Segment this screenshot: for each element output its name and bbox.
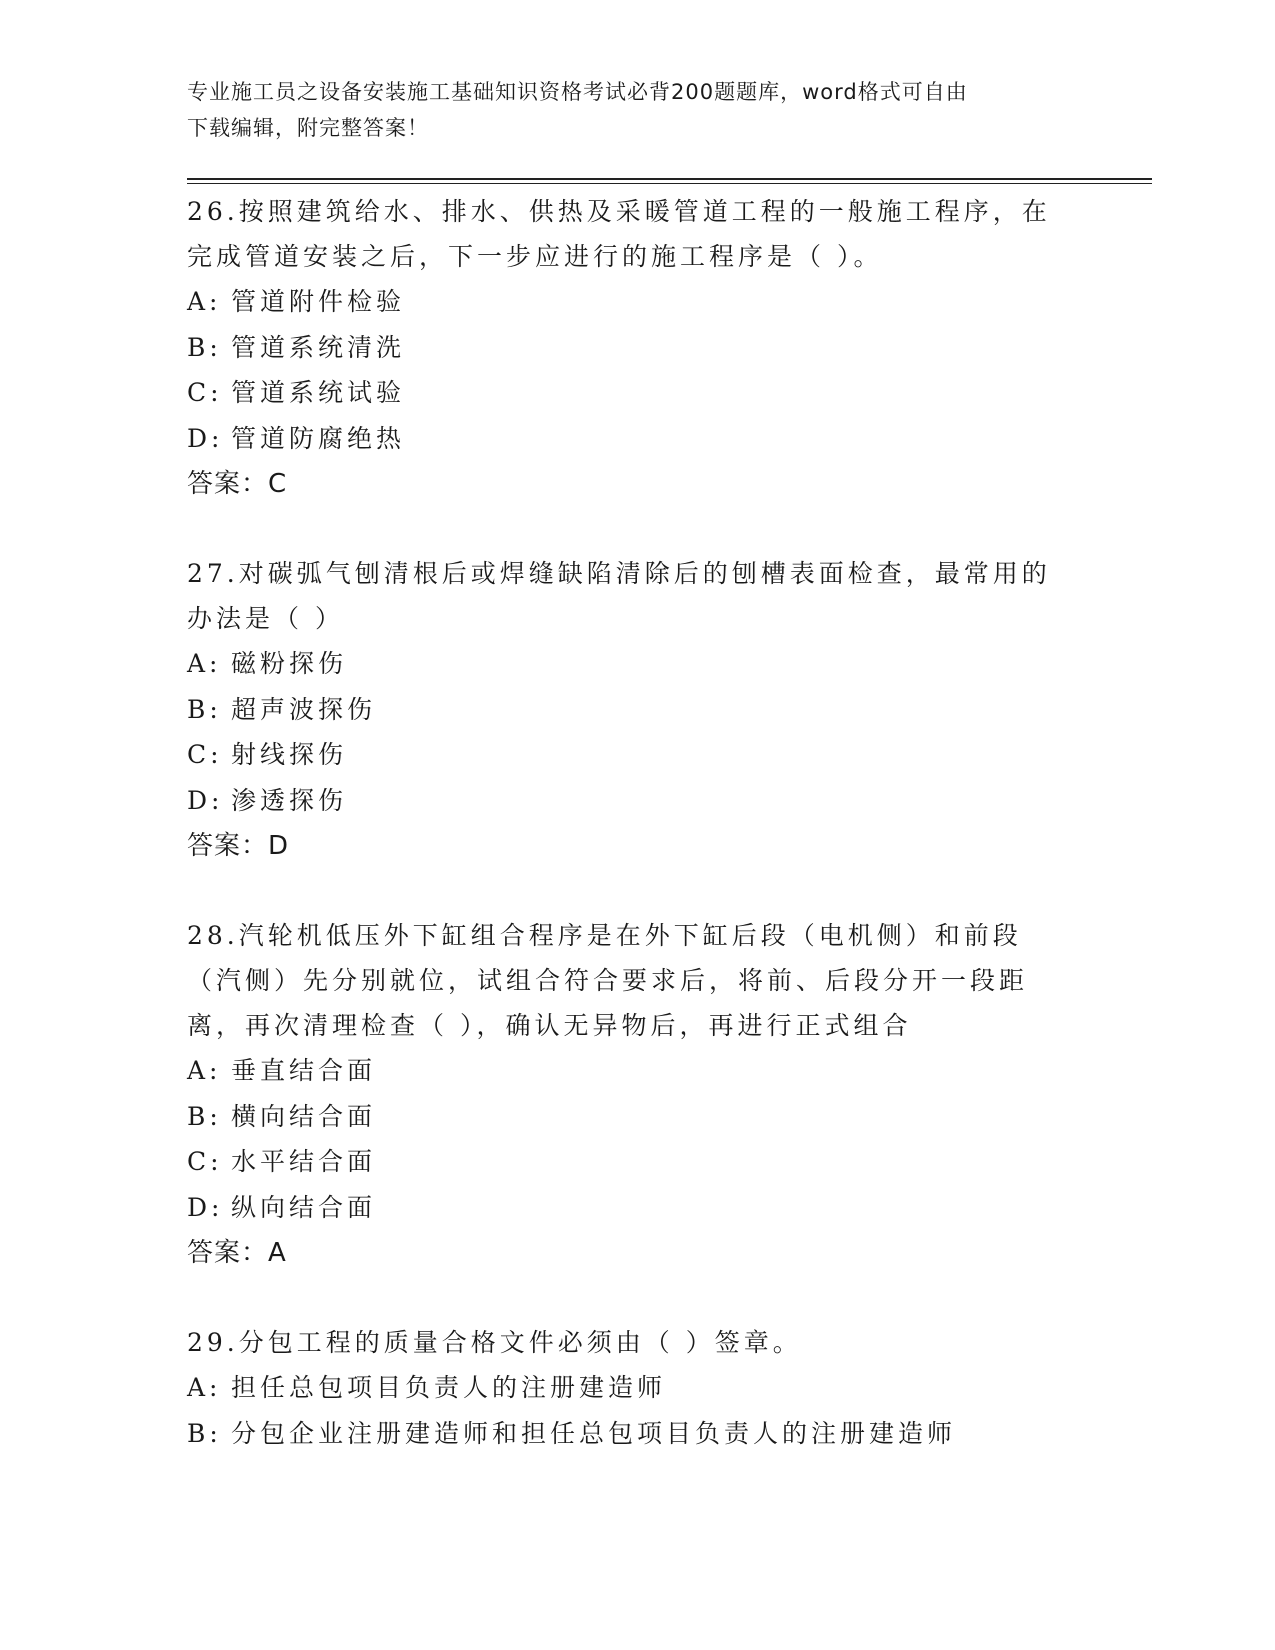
question-spacer [187,1276,1077,1320]
answer-line [187,823,1077,869]
option-text: 水平结合面 [231,1147,377,1176]
option-d [187,416,1077,462]
option-letter: D: [187,423,224,453]
question-number: 27. [187,559,239,588]
question-list [187,189,1077,1456]
option-text: 管道防腐绝热 [231,423,406,453]
option-letter: C: [187,378,223,407]
question-text [187,1320,1077,1365]
answer-value: D [268,831,290,861]
option-letter: B: [187,1101,222,1131]
question-stem: 分包工程的质量合格文件必须由（ ）签章。 [238,1328,802,1357]
question-text [187,913,1077,1048]
question-number: 29. [187,1328,239,1357]
question-number: 26. [187,197,239,226]
option-b [187,687,1077,733]
option-letter: D: [187,1192,224,1222]
question-29 [187,1320,1077,1456]
option-letter: D: [187,785,224,815]
header-divider-thin [187,183,1152,184]
answer-line [187,461,1077,507]
option-a [187,1048,1077,1094]
question-stem: 按照建筑给水、排水、供热及采暖管道工程的一般施工程序，在完成管道安装之后，下一步应进行的施工程序是（ ）。 [187,197,1051,271]
option-text: 管道附件检验 [231,287,406,316]
option-text: 超声波探伤 [231,694,377,724]
answer-label: 答案： [187,1238,269,1268]
option-text: 分包企业注册建造师和担任总包项目负责人的注册建造师 [231,1418,957,1448]
option-text: 担任总包项目负责人的注册建造师 [231,1373,667,1402]
question-spacer [187,507,1077,551]
option-text: 纵向结合面 [231,1192,377,1222]
option-b [187,325,1077,371]
question-spacer [187,869,1077,913]
option-letter: C: [187,740,223,769]
option-text: 垂直结合面 [231,1056,377,1085]
question-text [187,551,1077,641]
option-d [187,1185,1077,1231]
answer-label: 答案： [187,831,269,861]
option-a [187,1365,1077,1411]
answer-value: C [268,469,288,499]
option-letter: B: [187,1418,222,1448]
option-c [187,732,1077,778]
option-text: 射线探伤 [231,740,348,769]
question-27 [187,551,1077,869]
header-line-1: 专业施工员之设备安装施工基础知识资格考试必背200题题库，word格式可自由 [187,80,968,104]
header-line-2: 下载编辑，附完整答案！ [187,116,429,140]
answer-line [187,1230,1077,1276]
option-text: 管道系统试验 [231,378,406,407]
option-letter: A: [187,1056,222,1085]
option-c [187,1139,1077,1185]
option-letter: A: [187,287,222,316]
answer-label: 答案： [187,469,269,499]
header-divider-thick [187,178,1152,180]
option-text: 渗透探伤 [231,785,348,815]
option-letter: B: [187,694,222,724]
question-number: 28. [187,921,239,950]
document-header [187,74,1067,146]
question-stem: 对碳弧气刨清根后或焊缝缺陷清除后的刨槽表面检查，最常用的办法是（ ） [187,559,1051,633]
option-letter: A: [187,649,222,678]
option-d [187,778,1077,824]
option-b [187,1094,1077,1140]
option-b [187,1411,1077,1457]
option-text: 管道系统清洗 [231,332,406,362]
answer-value: A [268,1238,287,1268]
option-a [187,641,1077,687]
option-letter: B: [187,332,222,362]
option-letter: C: [187,1147,223,1176]
question-26 [187,189,1077,507]
option-c [187,370,1077,416]
question-stem: 汽轮机低压外下缸组合程序是在外下缸后段（电机侧）和前段（汽侧）先分别就位，试组合符合要求后，将前、后段分开一段距离，再次清理检查（ ），确认无异物后，再进行正式组合 [187,921,1029,1040]
option-text: 磁粉探伤 [231,649,348,678]
option-text: 横向结合面 [231,1101,377,1131]
question-28 [187,913,1077,1276]
option-a [187,279,1077,325]
question-text [187,189,1077,279]
option-letter: A: [187,1373,222,1402]
